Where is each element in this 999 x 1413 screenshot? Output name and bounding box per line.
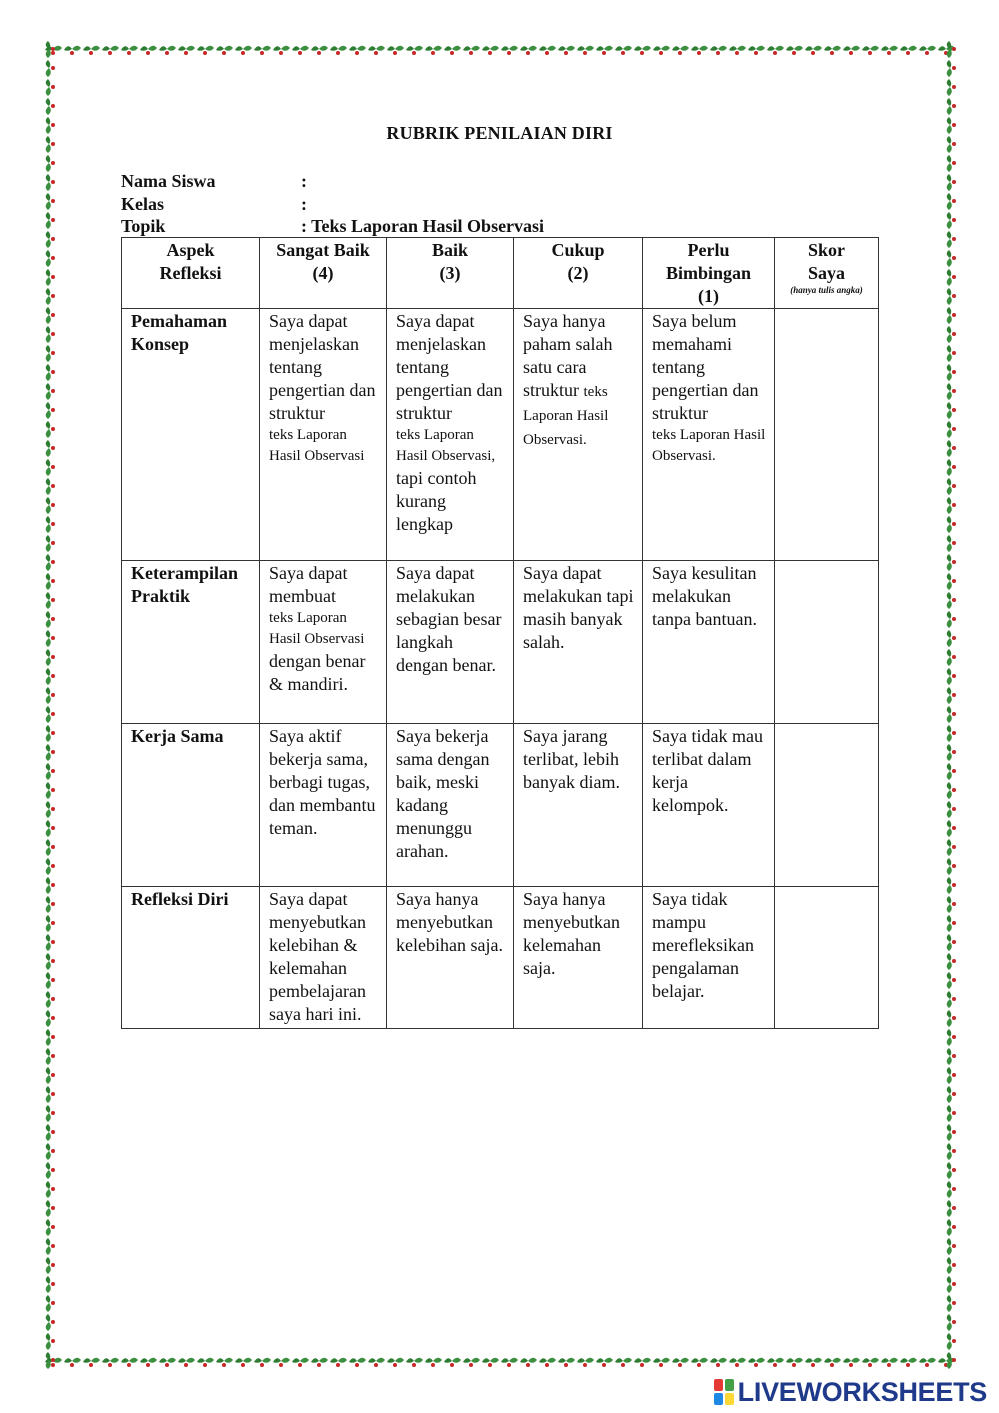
header-baik: Baik (3) [387,238,514,309]
field-topik [121,216,544,237]
table-row [122,309,879,561]
aspect-cell: Pemahaman Konsep [122,309,260,561]
field-label: Nama Siswa [121,171,216,191]
level-3-cell: Saya hanya menyebutkan kelebihan saja. [387,887,514,1029]
level-2-cell: Saya jarang terlibat, lebih banyak diam. [514,724,643,887]
holly-border-bottom [44,1352,957,1370]
level-1-cell: Saya tidak mampu merefleksikan pengalaman belajar. [643,887,775,1029]
level-4-cell: Saya dapat menyebutkan kelebihan & kelemahan pembelajaran saya hari ini. [260,887,387,1029]
level-3-cell: Saya dapat menjelaskan tentang pengertian dan struktur teks Laporan Hasil Observasi, tapi contoh kurang lengkap [387,309,514,561]
liveworksheets-brand: LIVEWORKSHEETS [737,1376,987,1407]
header-skor-saya: Skor Saya (hanya tulis angka) [775,238,879,309]
skor-input-cell[interactable] [775,724,879,887]
level-3-cell: Saya bekerja sama dengan baik, meski kadang menunggu arahan. [387,724,514,887]
header-aspek: Aspek Refleksi [122,238,260,309]
level-1-cell: Saya tidak mau terlibat dalam kerja kelompok. [643,724,775,887]
table-row [122,724,879,887]
level-1-cell: Saya belum memahami tentang pengertian dan struktur teks Laporan Hasil Observasi. [643,309,775,561]
level-2-cell: Saya hanya paham salah satu cara struktur teks Laporan Hasil Observasi. [514,309,643,561]
holly-border-left [40,40,58,1370]
level-3-cell: Saya dapat melakukan sebagian besar langkah dengan benar. [387,561,514,724]
header-row [122,238,879,309]
skor-note: (hanya tulis angka) [790,285,863,295]
header-sangat-baik: Sangat Baik (4) [260,238,387,309]
field-label: Topik [121,216,166,236]
level-1-cell: Saya kesulitan melakukan tanpa bantuan. [643,561,775,724]
rubric-table [121,237,879,1029]
level-2-cell: Saya hanya menyebutkan kelemahan saja. [514,887,643,1029]
header-cukup: Cukup (2) [514,238,643,309]
aspect-cell: Keterampilan Praktik [122,561,260,724]
level-2-cell: Saya dapat melakukan tapi masih banyak salah. [514,561,643,724]
skor-input-cell[interactable] [775,887,879,1029]
aspect-cell: Kerja Sama [122,724,260,887]
level-4-cell: Saya aktif bekerja sama, berbagi tugas, dan membantu teman. [260,724,387,887]
table-row [122,887,879,1029]
level-4-cell: Saya dapat menjelaskan tentang pengertian dan struktur teks Laporan Hasil Observasi [260,309,387,561]
holly-border-top [44,40,957,58]
liveworksheets-logo [714,1375,987,1409]
table-row [122,561,879,724]
header-perlu-bimbingan: Perlu Bimbingan (1) [643,238,775,309]
field-nama-siswa [121,171,307,192]
field-value: : [301,194,307,214]
level-4-cell: Saya dapat membuat teks Laporan Hasil Observasi dengan benar & mandiri. [260,561,387,724]
field-value: : Teks Laporan Hasil Observasi [301,216,545,236]
field-kelas [121,194,307,215]
field-label: Kelas [121,194,164,214]
aspect-cell: Refleksi Diri [122,887,260,1029]
liveworksheets-logo-icon [714,1379,734,1405]
holly-border-right [941,40,959,1370]
field-value: : [301,171,307,191]
skor-input-cell[interactable] [775,309,879,561]
document-title: RUBRIK PENILAIAN DIRI [386,123,613,143]
skor-input-cell[interactable] [775,561,879,724]
